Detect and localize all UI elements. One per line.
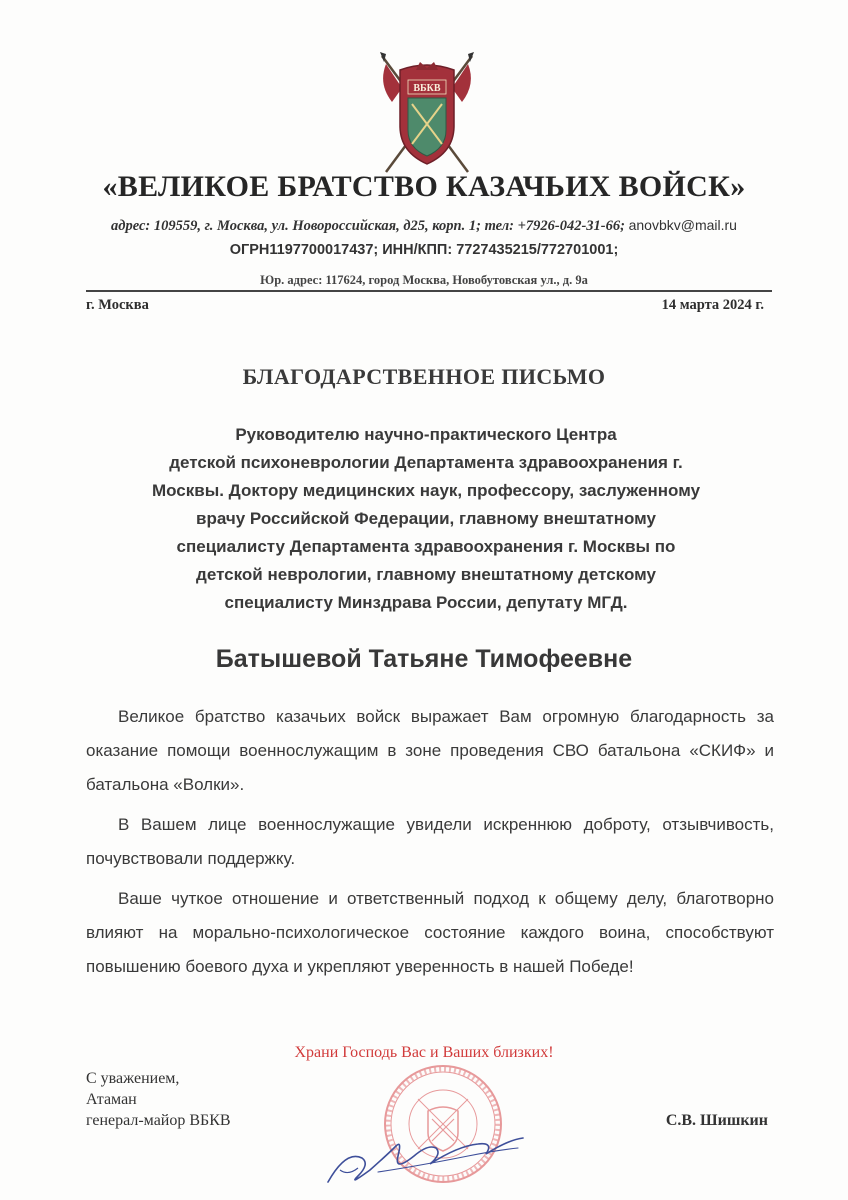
- city-label: г. Москва: [86, 297, 149, 313]
- recipient-line: специалисту Департамента здравоохранения г. Москвы по: [176, 537, 676, 556]
- body-paragraph: Великое братство казачьих войск выражает Вам огромную благодарность за оказание помощи военнослужащим в зоне проведения СВО батальона «СКИФ» и батальона «Волки».: [86, 707, 774, 794]
- body-paragraph: В Вашем лице военнослужащие увидели искреннюю доброту, отзывчивость, почувствовали поддержку.: [86, 815, 774, 868]
- address-line: [0, 217, 848, 235]
- recipient-block: [86, 421, 766, 617]
- handwritten-signature: [318, 1110, 528, 1190]
- recipient-line: врачу Российской Федерации, главному внештатному: [196, 509, 656, 528]
- recipient-line: детской неврологии, главному внештатному детскому: [196, 565, 656, 584]
- recipient-line: специалисту Минздрава России, депутату МГД.: [224, 593, 628, 612]
- cossack-emblem-logo: [372, 48, 482, 176]
- signer-name: С.В. Шишкин: [665, 1112, 768, 1129]
- letter-body: [86, 700, 774, 990]
- legal-address: Юр. адрес: 117624, город Москва, Новобутовская ул., д. 9а: [260, 273, 588, 287]
- closing-line: генерал-майор ВБКВ: [86, 1112, 231, 1129]
- document-title: БЛАГОДАРСТВЕННОЕ ПИСЬМО: [242, 364, 606, 389]
- email-address: anovbkv@mail.ru: [628, 217, 737, 233]
- postal-address-phone: адрес: 109559, г. Москва, ул. Новороссийская, д25, корп. 1; тел: +7926-042-31-66;: [111, 218, 625, 234]
- header-divider: [86, 290, 772, 292]
- recipient-line: детской психоневрологии Департамента здравоохранения г.: [169, 453, 683, 472]
- recipient-line: Москвы. Доктору медицинских наук, профессору, заслуженному: [151, 481, 701, 500]
- emblem-text: ВБКВ: [413, 83, 441, 94]
- recipient-line: Руководителю научно-практического Центра: [235, 425, 617, 444]
- closing-block: [86, 1068, 231, 1131]
- body-paragraph: Ваше чуткое отношение и ответственный подход к общему делу, благотворно влияют на морально-психологическое состояние каждого воина, способствуют повышению боевого духа и укрепляют уверенность в нашей Победе!: [86, 889, 774, 976]
- closing-line: С уважением,: [86, 1070, 180, 1087]
- closing-line: Атаман: [86, 1091, 137, 1108]
- registration-numbers: ОГРН1197700017437; ИНН/КПП: 7727435215/772701001;: [229, 242, 619, 258]
- organization-name: «ВЕЛИКОЕ БРАТСТВО КАЗАЧЬИХ ВОЙСК»: [102, 170, 746, 203]
- recipient-name: Батышевой Татьяне Тимофеевне: [215, 645, 633, 673]
- letter-date: 14 марта 2024 г.: [661, 297, 764, 313]
- blessing-line: Храни Господь Вас и Ваших близких!: [294, 1044, 554, 1061]
